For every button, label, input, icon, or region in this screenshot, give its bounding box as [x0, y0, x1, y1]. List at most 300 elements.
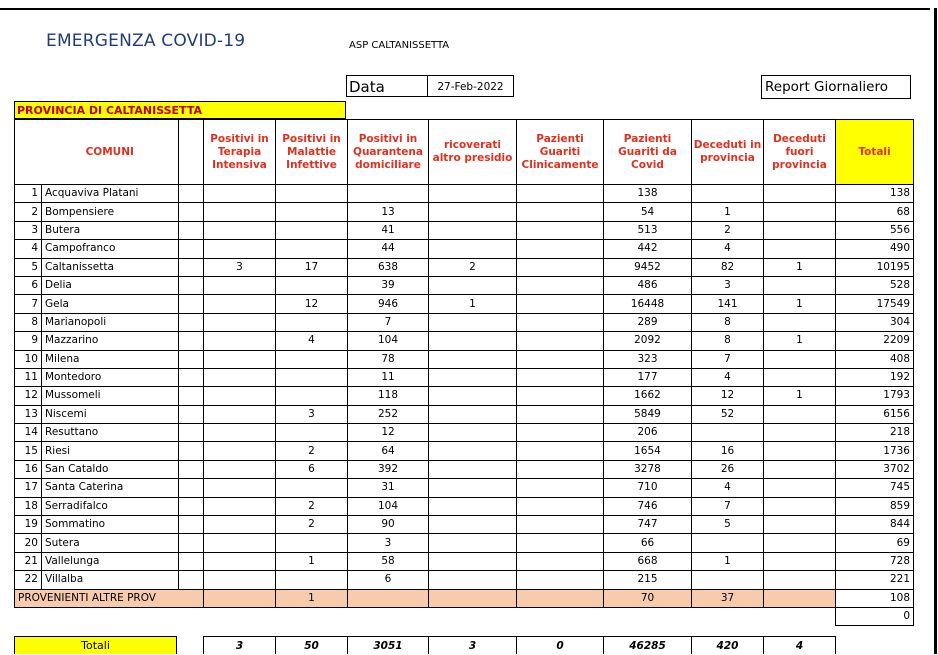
header-malattie: Positivi in Malattie Infettive: [276, 120, 348, 185]
cell-quarantena: 392: [348, 460, 429, 478]
cell-guariti-clinicamente: [517, 460, 604, 478]
row-spacer: [179, 424, 204, 442]
spare-empty: [15, 607, 836, 625]
cell-totale: 221: [836, 571, 914, 589]
cell-terapia: [204, 185, 276, 203]
cell-malattie: [276, 534, 348, 552]
header-spacer: [179, 120, 204, 185]
table-row: [15, 203, 914, 221]
cell-quarantena: 638: [348, 258, 429, 276]
cell-guariti-clinicamente: [517, 332, 604, 350]
table-row: [15, 552, 914, 570]
cell-quarantena: 118: [348, 387, 429, 405]
cell-guariti-covid: 66: [604, 534, 692, 552]
cell-malattie: [276, 424, 348, 442]
row-index: 18: [15, 497, 42, 515]
cell-guariti-covid: 513: [604, 221, 692, 239]
covid-table: [14, 119, 914, 626]
table-row: [15, 350, 914, 368]
row-spacer: [179, 276, 204, 294]
other-province-guariti-covid: 70: [604, 589, 692, 607]
cell-guariti-covid: 442: [604, 240, 692, 258]
cell-deceduti-provincia: 12: [692, 387, 764, 405]
cell-malattie: [276, 571, 348, 589]
cell-terapia: [204, 240, 276, 258]
cell-guariti-clinicamente: [517, 571, 604, 589]
row-spacer: [179, 350, 204, 368]
comune-name: Serradifalco: [42, 497, 179, 515]
cell-totale: 138: [836, 185, 914, 203]
asp-label: ASP CALTANISSETTA: [349, 40, 450, 51]
cell-quarantena: 11: [348, 368, 429, 386]
cell-deceduti-fuori: [764, 479, 836, 497]
cell-ricoverati: [429, 203, 517, 221]
other-province-row: [15, 589, 914, 607]
cell-malattie: [276, 387, 348, 405]
province-banner: PROVINCIA DI CALTANISSETTA: [14, 101, 346, 119]
total-terapia: 3: [203, 636, 276, 654]
table-row: [15, 313, 914, 331]
cell-terapia: [204, 368, 276, 386]
comune-name: Vallelunga: [42, 552, 179, 570]
cell-deceduti-provincia: 1: [692, 203, 764, 221]
table-row: [15, 534, 914, 552]
cell-totale: 745: [836, 479, 914, 497]
comune-name: Campofranco: [42, 240, 179, 258]
cell-ricoverati: 2: [429, 258, 517, 276]
header-guariti-clinicamente: Pazienti Guariti Clinicamente: [517, 120, 604, 185]
comune-name: Bompensiere: [42, 203, 179, 221]
row-index: 8: [15, 313, 42, 331]
cell-totale: 218: [836, 424, 914, 442]
cell-guariti-clinicamente: [517, 534, 604, 552]
cell-deceduti-fuori: [764, 534, 836, 552]
spare-total: 0: [836, 607, 914, 625]
row-index: 14: [15, 424, 42, 442]
cell-deceduti-provincia: 82: [692, 258, 764, 276]
row-spacer: [179, 442, 204, 460]
cell-quarantena: 78: [348, 350, 429, 368]
cell-malattie: [276, 203, 348, 221]
row-spacer: [179, 295, 204, 313]
cell-guariti-covid: 3278: [604, 460, 692, 478]
cell-totale: 192: [836, 368, 914, 386]
table-row: [15, 221, 914, 239]
comune-name: Niscemi: [42, 405, 179, 423]
header-deceduti-fuori: Deceduti fuori provincia: [764, 120, 836, 185]
row-index: 15: [15, 442, 42, 460]
total-ricoverati: 3: [428, 636, 517, 654]
cell-deceduti-provincia: 4: [692, 479, 764, 497]
row-index: 19: [15, 516, 42, 534]
table-row: [15, 332, 914, 350]
table-row: [15, 258, 914, 276]
cell-guariti-covid: 2092: [604, 332, 692, 350]
comune-name: Delia: [42, 276, 179, 294]
other-province-deceduti-provincia: 37: [692, 589, 764, 607]
cell-totale: 408: [836, 350, 914, 368]
cell-malattie: [276, 276, 348, 294]
cell-deceduti-fuori: [764, 442, 836, 460]
cell-malattie: [276, 240, 348, 258]
table-row: [15, 295, 914, 313]
cell-deceduti-provincia: 5: [692, 516, 764, 534]
cell-deceduti-fuori: [764, 424, 836, 442]
comune-name: Montedoro: [42, 368, 179, 386]
cell-quarantena: 31: [348, 479, 429, 497]
cell-guariti-covid: 206: [604, 424, 692, 442]
table-row: [15, 442, 914, 460]
cell-totale: 556: [836, 221, 914, 239]
cell-ricoverati: [429, 479, 517, 497]
cell-deceduti-provincia: 26: [692, 460, 764, 478]
cell-deceduti-provincia: 7: [692, 350, 764, 368]
cell-totale: 304: [836, 313, 914, 331]
cell-quarantena: 58: [348, 552, 429, 570]
cell-guariti-covid: 746: [604, 497, 692, 515]
cell-totale: 2209: [836, 332, 914, 350]
other-province-terapia: [204, 589, 276, 607]
table-row: [15, 460, 914, 478]
cell-ricoverati: [429, 276, 517, 294]
cell-totale: 10195: [836, 258, 914, 276]
cell-quarantena: 12: [348, 424, 429, 442]
cell-quarantena: 6: [348, 571, 429, 589]
cell-deceduti-provincia: 8: [692, 313, 764, 331]
cell-guariti-covid: 747: [604, 516, 692, 534]
row-index: 6: [15, 276, 42, 294]
cell-guariti-covid: 1654: [604, 442, 692, 460]
row-index: 3: [15, 221, 42, 239]
comune-name: San Cataldo: [42, 460, 179, 478]
cell-deceduti-provincia: 4: [692, 240, 764, 258]
cell-deceduti-fuori: [764, 276, 836, 294]
other-province-malattie: 1: [276, 589, 348, 607]
header-quarantena: Positivi in Quarantena domiciliare: [348, 120, 429, 185]
table-row: [15, 405, 914, 423]
row-spacer: [179, 552, 204, 570]
cell-deceduti-fuori: [764, 313, 836, 331]
cell-deceduti-fuori: [764, 185, 836, 203]
cell-guariti-covid: 323: [604, 350, 692, 368]
cell-deceduti-fuori: [764, 497, 836, 515]
row-index: 21: [15, 552, 42, 570]
header-ricoverati: ricoverati altro presidio: [429, 120, 517, 185]
cell-guariti-clinicamente: [517, 552, 604, 570]
cell-quarantena: 64: [348, 442, 429, 460]
cell-guariti-clinicamente: [517, 368, 604, 386]
cell-terapia: [204, 221, 276, 239]
cell-deceduti-provincia: 4: [692, 368, 764, 386]
cell-guariti-covid: 54: [604, 203, 692, 221]
cell-deceduti-fuori: [764, 552, 836, 570]
cell-terapia: [204, 497, 276, 515]
cell-guariti-covid: 138: [604, 185, 692, 203]
cell-malattie: 3: [276, 405, 348, 423]
cell-deceduti-fuori: [764, 221, 836, 239]
row-index: 4: [15, 240, 42, 258]
cell-malattie: 2: [276, 516, 348, 534]
header-totali: Totali: [836, 120, 914, 185]
total-guariti-clinicamente: 0: [516, 636, 604, 654]
cell-malattie: 2: [276, 442, 348, 460]
cell-guariti-clinicamente: [517, 479, 604, 497]
row-spacer: [179, 497, 204, 515]
row-index: 16: [15, 460, 42, 478]
cell-ricoverati: [429, 368, 517, 386]
cell-quarantena: 3: [348, 534, 429, 552]
date-value: 27-Feb-2022: [428, 75, 514, 97]
cell-malattie: 17: [276, 258, 348, 276]
header-terapia: Positivi in Terapia Intensiva: [204, 120, 276, 185]
cell-totale: 69: [836, 534, 914, 552]
cell-totale: 17549: [836, 295, 914, 313]
comune-name: Milena: [42, 350, 179, 368]
cell-guariti-covid: 289: [604, 313, 692, 331]
cell-malattie: [276, 350, 348, 368]
cell-guariti-clinicamente: [517, 295, 604, 313]
cell-malattie: [276, 185, 348, 203]
cell-ricoverati: [429, 185, 517, 203]
cell-deceduti-fuori: [764, 240, 836, 258]
report-label: Report Giornaliero: [761, 75, 911, 99]
cell-quarantena: 946: [348, 295, 429, 313]
cell-deceduti-fuori: [764, 460, 836, 478]
cell-terapia: [204, 571, 276, 589]
table-row: [15, 571, 914, 589]
row-index: 9: [15, 332, 42, 350]
cell-deceduti-fuori: 1: [764, 295, 836, 313]
cell-deceduti-fuori: [764, 571, 836, 589]
cell-totale: 6156: [836, 405, 914, 423]
row-spacer: [179, 332, 204, 350]
table-row: [15, 368, 914, 386]
cell-ricoverati: [429, 424, 517, 442]
row-index: 5: [15, 258, 42, 276]
row-index: 12: [15, 387, 42, 405]
cell-terapia: [204, 424, 276, 442]
row-spacer: [179, 221, 204, 239]
totals-label: Totali: [14, 636, 177, 654]
cell-guariti-covid: 215: [604, 571, 692, 589]
cell-deceduti-fuori: [764, 405, 836, 423]
cell-guariti-clinicamente: [517, 221, 604, 239]
cell-terapia: [204, 516, 276, 534]
cell-deceduti-fuori: 1: [764, 387, 836, 405]
cell-terapia: [204, 442, 276, 460]
comune-name: Acquaviva Platani: [42, 185, 179, 203]
cell-terapia: [204, 350, 276, 368]
cell-ricoverati: [429, 332, 517, 350]
cell-malattie: 1: [276, 552, 348, 570]
cell-guariti-covid: 486: [604, 276, 692, 294]
cell-deceduti-provincia: 8: [692, 332, 764, 350]
cell-ricoverati: [429, 442, 517, 460]
cell-guariti-covid: 177: [604, 368, 692, 386]
page-title: EMERGENZA COVID-19: [46, 31, 246, 51]
cell-guariti-clinicamente: [517, 276, 604, 294]
header-deceduti-provincia: Deceduti in provincia: [692, 120, 764, 185]
cell-guariti-clinicamente: [517, 516, 604, 534]
cell-ricoverati: 1: [429, 295, 517, 313]
comune-name: Sommatino: [42, 516, 179, 534]
cell-guariti-clinicamente: [517, 497, 604, 515]
cell-malattie: [276, 479, 348, 497]
cell-guariti-clinicamente: [517, 240, 604, 258]
total-deceduti-provincia: 420: [691, 636, 764, 654]
cell-ricoverati: [429, 350, 517, 368]
comune-name: Riesi: [42, 442, 179, 460]
total-deceduti-fuori: 4: [763, 636, 836, 654]
other-province-deceduti-fuori: [764, 589, 836, 607]
row-index: 2: [15, 203, 42, 221]
cell-malattie: 2: [276, 497, 348, 515]
table-header-row: [15, 120, 914, 185]
cell-guariti-clinicamente: [517, 203, 604, 221]
other-province-quarantena: [348, 589, 429, 607]
header-comuni: COMUNI: [42, 120, 179, 185]
cell-quarantena: 90: [348, 516, 429, 534]
cell-totale: 68: [836, 203, 914, 221]
cell-terapia: [204, 479, 276, 497]
cell-quarantena: [348, 185, 429, 203]
other-province-guariti-clinicamente: [517, 589, 604, 607]
cell-totale: 728: [836, 552, 914, 570]
cell-quarantena: 252: [348, 405, 429, 423]
cell-malattie: [276, 313, 348, 331]
cell-ricoverati: [429, 460, 517, 478]
cell-deceduti-fuori: 1: [764, 332, 836, 350]
comune-name: Sutera: [42, 534, 179, 552]
cell-quarantena: 39: [348, 276, 429, 294]
row-spacer: [179, 203, 204, 221]
cell-guariti-covid: 668: [604, 552, 692, 570]
row-spacer: [179, 258, 204, 276]
comune-name: Marianopoli: [42, 313, 179, 331]
cell-guariti-clinicamente: [517, 313, 604, 331]
comune-name: Gela: [42, 295, 179, 313]
cell-terapia: [204, 295, 276, 313]
table-row: [15, 387, 914, 405]
total-guariti-covid: 46285: [603, 636, 692, 654]
cell-deceduti-provincia: [692, 424, 764, 442]
cell-deceduti-provincia: 7: [692, 497, 764, 515]
cell-deceduti-provincia: 2: [692, 221, 764, 239]
row-index: 10: [15, 350, 42, 368]
header-guariti-covid: Pazienti Guariti da Covid: [604, 120, 692, 185]
cell-ricoverati: [429, 387, 517, 405]
header-index-cell: [15, 120, 42, 185]
cell-terapia: [204, 387, 276, 405]
cell-totale: 3702: [836, 460, 914, 478]
cell-ricoverati: [429, 497, 517, 515]
cell-terapia: [204, 276, 276, 294]
cell-deceduti-provincia: 52: [692, 405, 764, 423]
cell-ricoverati: [429, 571, 517, 589]
table-row: [15, 497, 914, 515]
cell-guariti-covid: 16448: [604, 295, 692, 313]
cell-terapia: [204, 534, 276, 552]
cell-ricoverati: [429, 221, 517, 239]
cell-ricoverati: [429, 405, 517, 423]
cell-ricoverati: [429, 240, 517, 258]
table-row: [15, 424, 914, 442]
row-spacer: [179, 571, 204, 589]
cell-guariti-covid: 5849: [604, 405, 692, 423]
table-row: [15, 516, 914, 534]
table-row: [15, 276, 914, 294]
cell-quarantena: 104: [348, 497, 429, 515]
cell-terapia: [204, 332, 276, 350]
cell-malattie: [276, 221, 348, 239]
cell-terapia: [204, 203, 276, 221]
cell-quarantena: 13: [348, 203, 429, 221]
row-index: 11: [15, 368, 42, 386]
cell-deceduti-provincia: 3: [692, 276, 764, 294]
comune-name: Resuttano: [42, 424, 179, 442]
row-spacer: [179, 479, 204, 497]
cell-guariti-covid: 9452: [604, 258, 692, 276]
total-quarantena: 3051: [347, 636, 429, 654]
cell-totale: 1793: [836, 387, 914, 405]
cell-totale: 859: [836, 497, 914, 515]
comune-name: Mussomeli: [42, 387, 179, 405]
cell-quarantena: 7: [348, 313, 429, 331]
cell-deceduti-fuori: [764, 516, 836, 534]
cell-quarantena: 44: [348, 240, 429, 258]
row-spacer: [179, 516, 204, 534]
spare-row: [15, 607, 914, 625]
row-index: 20: [15, 534, 42, 552]
row-spacer: [179, 368, 204, 386]
cell-deceduti-provincia: [692, 185, 764, 203]
cell-guariti-clinicamente: [517, 258, 604, 276]
cell-deceduti-fuori: 1: [764, 258, 836, 276]
comune-name: Caltanissetta: [42, 258, 179, 276]
cell-malattie: 6: [276, 460, 348, 478]
cell-ricoverati: [429, 516, 517, 534]
cell-totale: 490: [836, 240, 914, 258]
cell-deceduti-provincia: 141: [692, 295, 764, 313]
table-row: [15, 479, 914, 497]
cell-deceduti-provincia: [692, 534, 764, 552]
row-spacer: [179, 240, 204, 258]
cell-terapia: [204, 405, 276, 423]
frame-top-border: [0, 8, 930, 10]
date-label: Data: [346, 75, 428, 97]
row-spacer: [179, 387, 204, 405]
row-spacer: [179, 460, 204, 478]
row-spacer: [179, 405, 204, 423]
cell-ricoverati: [429, 552, 517, 570]
row-index: 17: [15, 479, 42, 497]
cell-quarantena: 41: [348, 221, 429, 239]
cell-deceduti-fuori: [764, 203, 836, 221]
other-province-total: 108: [836, 589, 914, 607]
cell-ricoverati: [429, 313, 517, 331]
cell-guariti-clinicamente: [517, 185, 604, 203]
cell-malattie: [276, 368, 348, 386]
cell-malattie: 4: [276, 332, 348, 350]
cell-guariti-clinicamente: [517, 405, 604, 423]
cell-guariti-clinicamente: [517, 350, 604, 368]
cell-deceduti-provincia: 1: [692, 552, 764, 570]
other-province-label: PROVENIENTI ALTRE PROV: [15, 589, 204, 607]
row-index: 7: [15, 295, 42, 313]
total-malattie: 50: [275, 636, 348, 654]
row-index: 13: [15, 405, 42, 423]
row-spacer: [179, 534, 204, 552]
